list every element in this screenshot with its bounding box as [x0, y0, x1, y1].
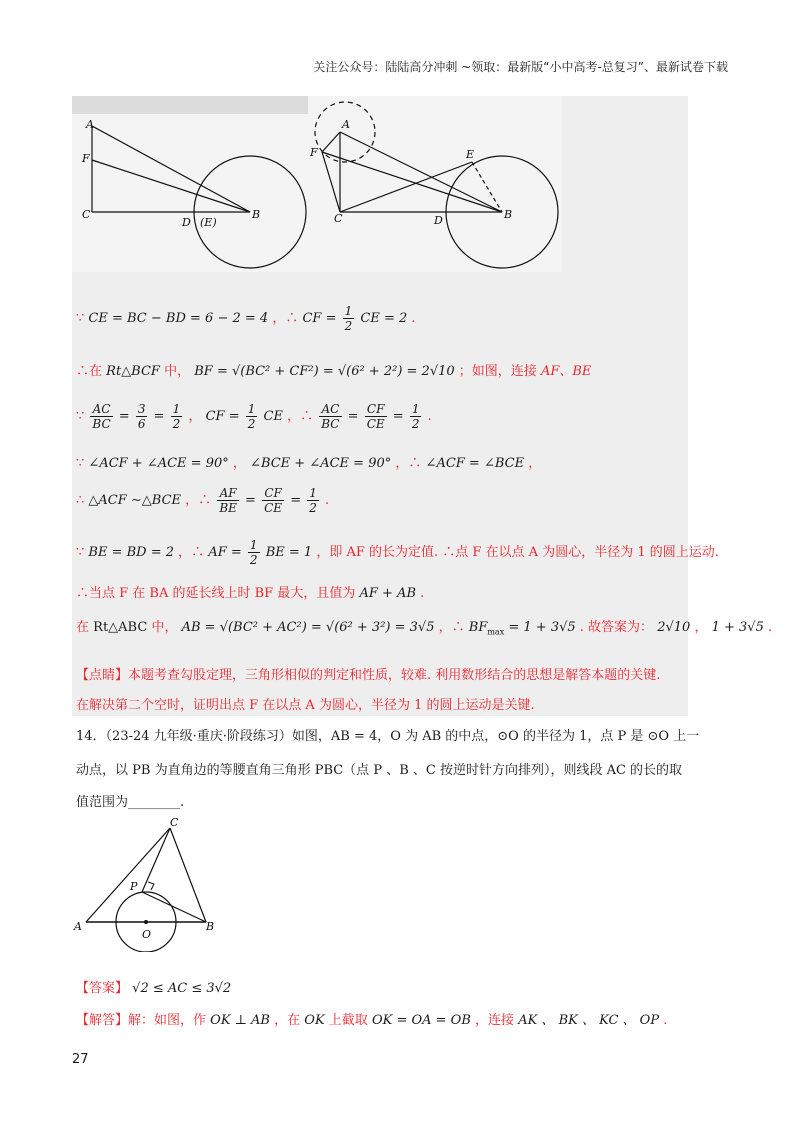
fig1-label-f: F [82, 152, 90, 165]
answer-line: 【答案】 √2 ≤ AC ≤ 3√2 [76, 981, 232, 996]
fig1-label-e: (E) [200, 216, 217, 229]
solution-line-1: ∵ CE = BC − BD = 6 − 2 = 4 ，∴ CF = $\frac{1}{2}$ CE = 2 . [76, 304, 416, 333]
solution-line-8: 在 Rt△ABC 中， AB = √(BC² + AC²) = √(6² + 3²) = 3√5 ，∴ $BF_{max} = 1 + 3√5$ . 故答案为： 2√10 ， 1 + 3√5 . [76, 620, 773, 637]
question-14-line-2: 动点，以 PB 为直角边的等腰直角三角形 PBC（点 P 、B 、C 按逆时针方向排列），则线段 AC 的长的取 [76, 763, 683, 778]
fig1-label-b: B [252, 208, 261, 221]
page-header: 关注公众号：陆陆高分冲刺 ~领取：最新版“小中高考-总复习”、最新试卷下载 [313, 60, 728, 74]
solution-start-line: 【解答】解：如图，作 OK ⊥ AB ，在 OK 上截取 OK = OA = OB ，连接 AK 、 BK 、 KC 、 OP . [76, 1013, 668, 1028]
solution-line-10: 在解决第二个空时，证明出点 F 在以点 A 为圆心，半径为 1 的圆上运动是关键. [76, 698, 535, 713]
question-14-figure [70, 812, 230, 952]
q14-label-c: C [170, 816, 179, 829]
fig2-label-c: C [334, 212, 343, 225]
question-14-line-1: 14．（23-24 九年级·重庆·阶段练习）如图，AB = 4，O 为 AB 的中点，⊙O 的半径为 1，点 P 是 ⊙O 上一 [76, 729, 700, 744]
figure-1 [81, 118, 306, 268]
solution-line-4: ∵ ∠ACF + ∠ACE = 90° ， ∠BCE + ∠ACE = 90° ，∴ ∠ACF = ∠BCE ， [76, 456, 542, 471]
solution-line-9: 【点睛】本题考查勾股定理，三角形相似的判定和性质，较难. 利用数形结合的思想是解答本题的关键. [76, 668, 661, 683]
fig2-label-b: B [504, 208, 513, 221]
solution-line-6: ∵ BE = BD = 2 ，∴ AF = $\frac{1}{2}$ BE = 1 ，即 AF 的长为定值. ∴点 F 在以点 A 为圆心，半径为 1 的圆上运动. [76, 538, 719, 567]
q14-label-a: A [74, 920, 82, 933]
solution-line-2: ∴在 Rt△BCF 中， BF = √(BC² + CF²) = √(6² + 2²) = 2√10 ；如图，连接 AF、BE [76, 364, 592, 379]
solution-line-5: ∴ △ACF ∼△BCE ，∴ $\frac{AF}{BE}$ = $\frac{CF}{CE}$ = $\frac{1}{2}$ . [76, 486, 330, 515]
fig2-label-e: E [466, 148, 475, 161]
fig1-label-a: A [86, 118, 94, 131]
q14-label-b: B [206, 920, 215, 933]
figure-pair [72, 96, 562, 272]
fig1-label-c: C [82, 208, 91, 221]
page-number: 27 [72, 1052, 89, 1067]
figure-2 [309, 102, 558, 268]
fraction: $\frac{1}{2}$ [344, 304, 353, 333]
fig2-label-f: F [310, 146, 318, 159]
q14-label-p: P [130, 880, 138, 893]
solution-line-3: ∵ $\frac{AC}{BC}$ = $\frac{3}{6}$ = $\frac{1}{2}$ ， CF = $\frac{1}{2}$ CE ，∴ $\frac{AC}{BC}$ = $\frac{CF}{CE}$ = $\frac{1}{2}$ . [76, 402, 432, 431]
fig2-label-d: D [434, 214, 443, 227]
figure-top-band [72, 96, 308, 114]
q14-label-o: O [142, 928, 152, 941]
fig2-label-a: A [342, 118, 350, 131]
solution-line-7: ∴当点 F 在 BA 的延长线上时 BF 最大，且值为 AF + AB . [76, 586, 425, 601]
solution-figures [72, 96, 562, 272]
question-14-line-3: 值范围为________. [76, 795, 185, 810]
fig1-label-d: D [182, 216, 191, 229]
